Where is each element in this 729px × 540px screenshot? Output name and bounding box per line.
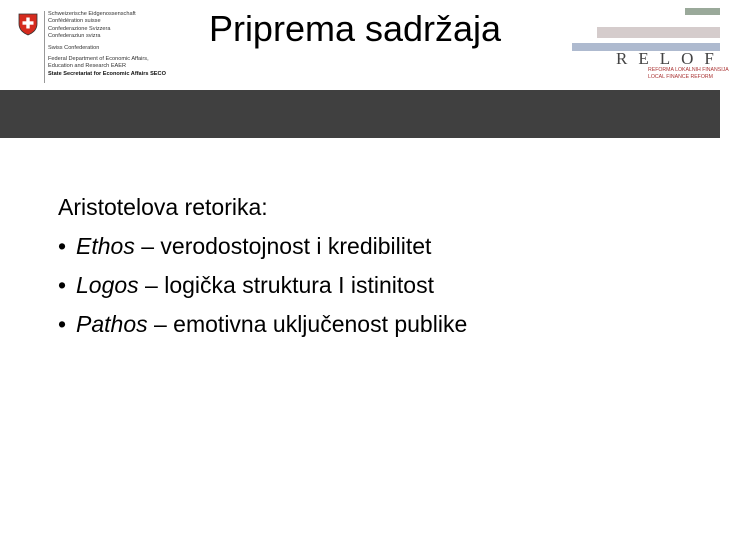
swiss-shield-icon [18, 13, 38, 36]
relof-subtitle [648, 67, 729, 81]
list-item-term: Pathos [76, 311, 148, 337]
list-item-term: Logos [76, 272, 139, 298]
relof-green-bar [685, 8, 720, 15]
relof-subtitle-line: REFORMA LOKALNIH FINANSIJA [648, 67, 729, 73]
swiss-line: State Secretariat for Economic Affairs SECO [48, 70, 166, 77]
header-band [0, 90, 720, 138]
relof-wordmark: RELOF [616, 49, 725, 68]
list-item-term: Ethos [76, 233, 135, 259]
slide-title: Priprema sadržaja [208, 8, 502, 49]
logo-divider [44, 11, 45, 83]
bullet: • [58, 233, 67, 259]
list-item [58, 229, 698, 268]
list-item-text: – verodostojnost i kredibilitet [134, 233, 432, 259]
swiss-logo-text [48, 11, 166, 78]
relof-pink-bar [597, 27, 720, 38]
swiss-line: Confederazione Svizzera [48, 25, 111, 32]
body-heading: Aristotelova retorika: [58, 194, 268, 220]
swiss-line: Confédération suisse [48, 18, 101, 25]
swiss-line: Swiss Confederation [48, 44, 100, 51]
swiss-line: Confederaziun svizra [48, 33, 101, 40]
swiss-line: Education and Research EAER [48, 63, 127, 70]
slide-body [58, 190, 698, 346]
list-item-text: – emotivna uključenost publike [147, 311, 468, 337]
list-item-text: – logička struktura I istinitost [138, 272, 434, 298]
bullet: • [58, 311, 67, 337]
bullet: • [58, 272, 67, 298]
swiss-line: Schweizerische Eidgenossenschaft [48, 11, 136, 17]
relof-subtitle-line: LOCAL FINANCE REFORM [648, 74, 713, 80]
relof-logo [572, 5, 729, 85]
swiss-confederation-logo [10, 5, 170, 85]
list-item [58, 268, 698, 307]
list-item [58, 307, 698, 346]
swiss-line: Federal Department of Economic Affairs, [48, 56, 149, 63]
